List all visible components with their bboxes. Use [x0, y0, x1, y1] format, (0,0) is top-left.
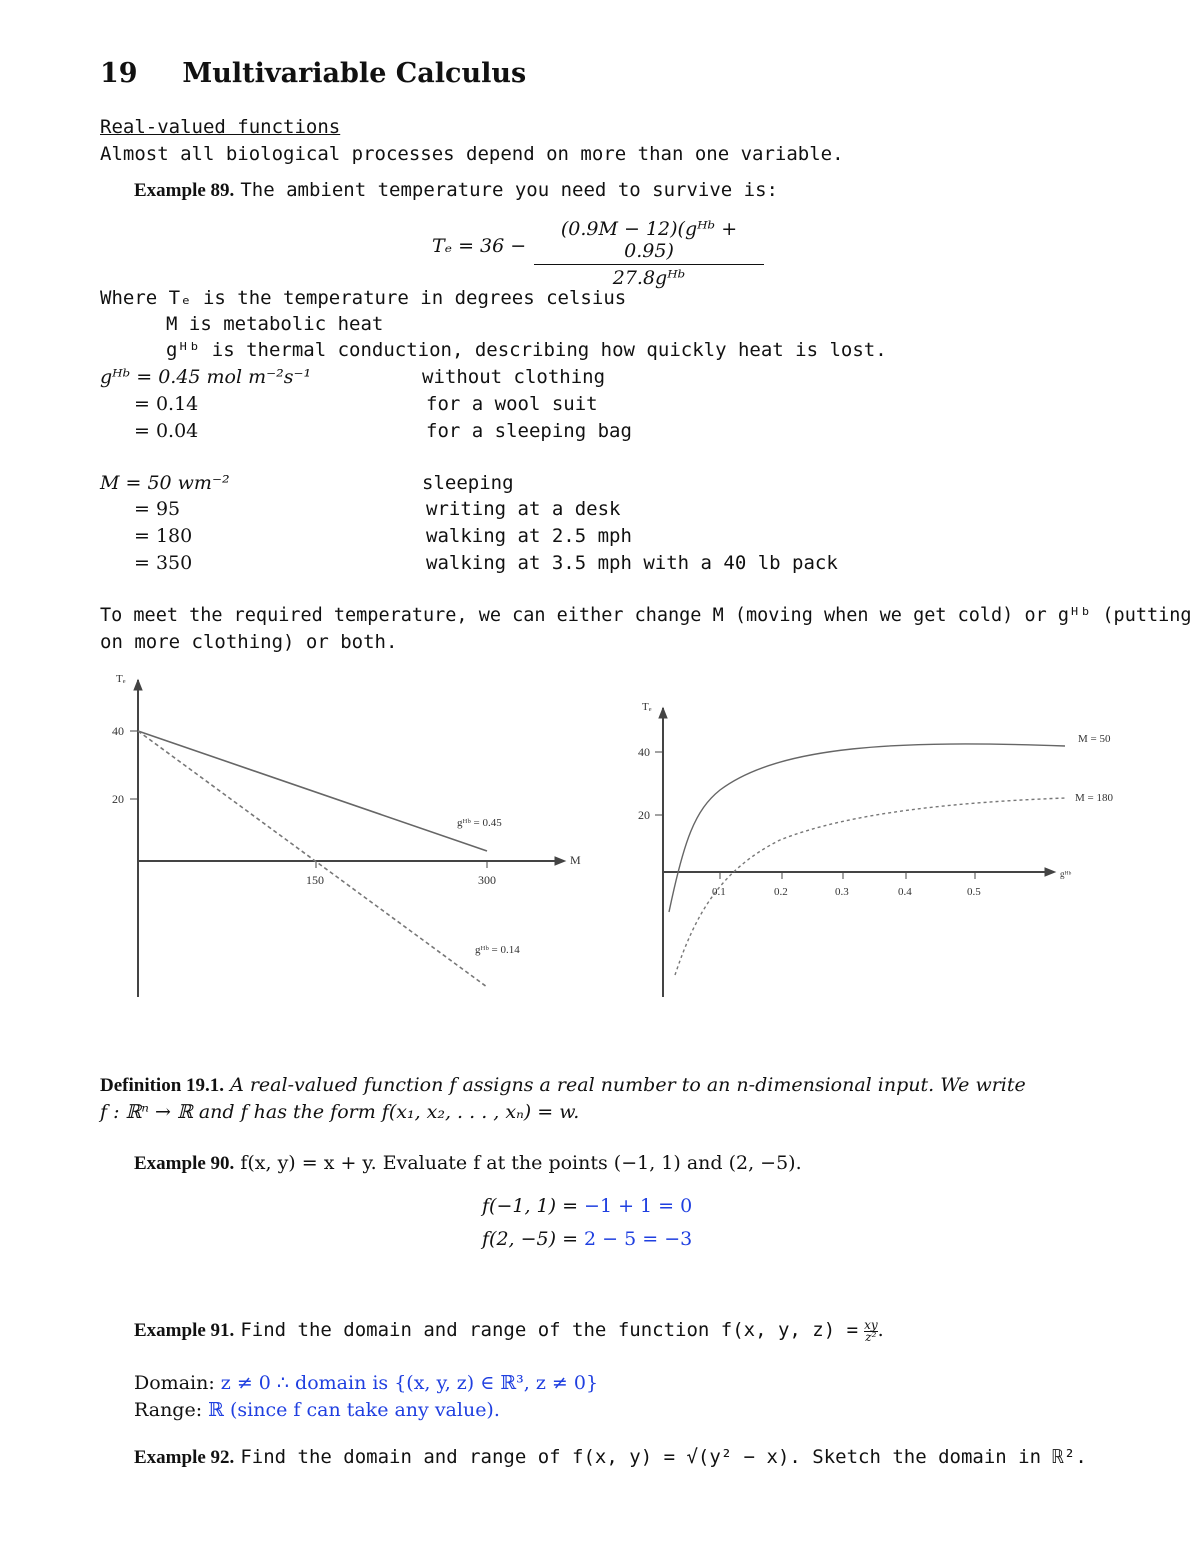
m-desc-3: walking at 3.5 mph with a 40 lb pack — [426, 552, 838, 574]
chart2-xtick-label-03: 0.3 — [835, 886, 849, 898]
chart1-xtick-label-300: 300 — [478, 873, 496, 887]
chart2-xtick-label-01: 0.1 — [712, 886, 726, 898]
chart-te-vs-ghb — [600, 690, 1200, 1005]
where-line-1: Where Tₑ is the temperature in degrees celsius — [100, 287, 627, 309]
chart2-xlabel: gᴴᵇ — [1060, 869, 1072, 879]
example-91: Example 91. Find the domain and range of the function f(x, y, z) = $\frac{xy}{\text{z²}}$ . — [134, 1317, 884, 1344]
chart1-label-ghb-014: gᴴᵇ = 0.14 — [475, 944, 520, 956]
where-line-2: M is metabolic heat — [166, 313, 384, 335]
formula-lhs: Tₑ = 36 − — [432, 235, 527, 257]
ghb-value-0: gᴴᵇ = 0.45 mol m⁻²s⁻¹ — [100, 366, 312, 388]
chart-te-vs-m — [0, 660, 600, 1005]
example-91-frac-den: z² — [865, 1329, 877, 1344]
example-89 — [134, 179, 778, 202]
subheading: Real-valued functions — [100, 116, 341, 138]
example-89-text: The ambient temperature you need to survive is: — [240, 179, 778, 201]
example-90-eval-1 — [482, 1195, 692, 1217]
chart1-label-ghb-045: gᴴᵇ = 0.45 — [457, 817, 502, 829]
chart2-ytick-label-40: 40 — [638, 745, 650, 759]
m-value-0: M = 50 wm⁻² — [100, 472, 230, 494]
section-title — [100, 58, 526, 89]
range-label: Range: — [134, 1399, 203, 1421]
chart2-series-m50 — [669, 744, 1065, 912]
example-91-text: Find the domain and range of the function f(x, y, z) = — [240, 1319, 859, 1341]
ghb-value-2: = 0.04 — [134, 420, 199, 442]
example-92-text: Find the domain and range of f(x, y) = √(y² − x). Sketch the domain in ℝ². — [240, 1446, 1087, 1468]
chart2-label-m50: M = 50 — [1078, 733, 1111, 745]
definition-line-1: A real-valued function f assigns a real number to an n-dimensional input. We write — [230, 1074, 1026, 1096]
range-line — [134, 1399, 500, 1421]
section-title-text: Multivariable Calculus — [182, 58, 527, 89]
definition-line-2: f : ℝⁿ → ℝ and f has the form f(x₁, x₂, . . . , xₙ) = w. — [100, 1101, 580, 1123]
chart2-x-arrow — [1045, 868, 1055, 876]
chart2-xtick-label-02: 0.2 — [774, 886, 788, 898]
where-line-3: gᴴᵇ is thermal conduction, describing how quickly heat is lost. — [166, 339, 887, 361]
chart2-y-arrow — [659, 708, 667, 718]
chart1-x-arrow — [555, 857, 565, 865]
m-value-1: = 95 — [134, 498, 181, 520]
example-90-text: f(x, y) = x + y. Evaluate f at the points (−1, 1) and (2, −5). — [240, 1152, 802, 1174]
example-92-label: Example 92. — [134, 1447, 235, 1468]
eval-2-rhs: 2 − 5 = −3 — [584, 1228, 693, 1250]
domain-line — [134, 1372, 598, 1394]
chart1-y-arrow — [134, 680, 142, 690]
section-number: 19 — [100, 58, 138, 89]
chart2-xtick-label-05: 0.5 — [967, 886, 981, 898]
chart2-label-m180: M = 180 — [1075, 792, 1113, 804]
ghb-value-1: = 0.14 — [134, 393, 199, 415]
chart2-ytick-label-20: 20 — [638, 808, 650, 822]
ghb-desc-2: for a sleeping bag — [426, 420, 632, 442]
ghb-desc-0: without clothing — [422, 366, 606, 388]
formula-numerator: (0.9M − 12)(gᴴᵇ + 0.95) — [560, 218, 738, 262]
example-92 — [134, 1446, 1087, 1469]
m-value-3: = 350 — [134, 552, 193, 574]
ghb-desc-1: for a wool suit — [426, 393, 598, 415]
example-91-frac-num: xy — [864, 1317, 878, 1332]
definition-label: Definition 19.1. — [100, 1075, 225, 1096]
chart1-xtick-label-150: 150 — [306, 873, 324, 887]
m-desc-0: sleeping — [422, 472, 514, 494]
m-desc-1: writing at a desk — [426, 498, 621, 520]
intro-text: Almost all biological processes depend on more than one variable. — [100, 143, 844, 165]
example-90 — [134, 1152, 802, 1175]
range-value: ℝ (since f can take any value). — [208, 1399, 500, 1421]
chart1-series-ghb-045 — [138, 731, 487, 851]
chart1-ylabel: Tₑ — [116, 673, 126, 685]
formula-denominator: 27.8gᴴᵇ — [612, 267, 686, 289]
domain-label: Domain: — [134, 1372, 215, 1394]
example-90-label: Example 90. — [134, 1153, 235, 1174]
example-89-label: Example 89. — [134, 180, 235, 201]
example-90-eval-2 — [482, 1228, 692, 1250]
eval-1-lhs: f(−1, 1) = — [482, 1195, 578, 1217]
eval-2-lhs: f(2, −5) = — [482, 1228, 578, 1250]
chart1-ytick-label-20: 20 — [112, 792, 124, 806]
chart1-xlabel: M — [570, 853, 581, 867]
fraction-bar — [534, 264, 764, 265]
meet-line-2: on more clothing) or both. — [100, 631, 398, 653]
formula-fraction — [534, 218, 764, 289]
m-desc-2: walking at 2.5 mph — [426, 525, 632, 547]
example-91-fraction — [864, 1317, 878, 1344]
definition-19-1 — [100, 1074, 1026, 1097]
eval-1-rhs: −1 + 1 = 0 — [584, 1195, 693, 1217]
chart1-ytick-label-40: 40 — [112, 724, 124, 738]
chart2-series-m180 — [675, 798, 1065, 975]
chart1-series-ghb-014 — [138, 731, 487, 987]
chart2-xtick-label-04: 0.4 — [898, 886, 912, 898]
example-91-label: Example 91. — [134, 1320, 235, 1341]
domain-value: z ≠ 0 ∴ domain is {(x, y, z) ∈ ℝ³, z ≠ 0} — [220, 1372, 599, 1394]
chart2-ylabel: Tₑ — [642, 701, 652, 713]
meet-line-1: To meet the required temperature, we can either change M (moving when we get cold) or gᴴᵇ (putting — [100, 605, 1192, 626]
m-value-2: = 180 — [134, 525, 193, 547]
